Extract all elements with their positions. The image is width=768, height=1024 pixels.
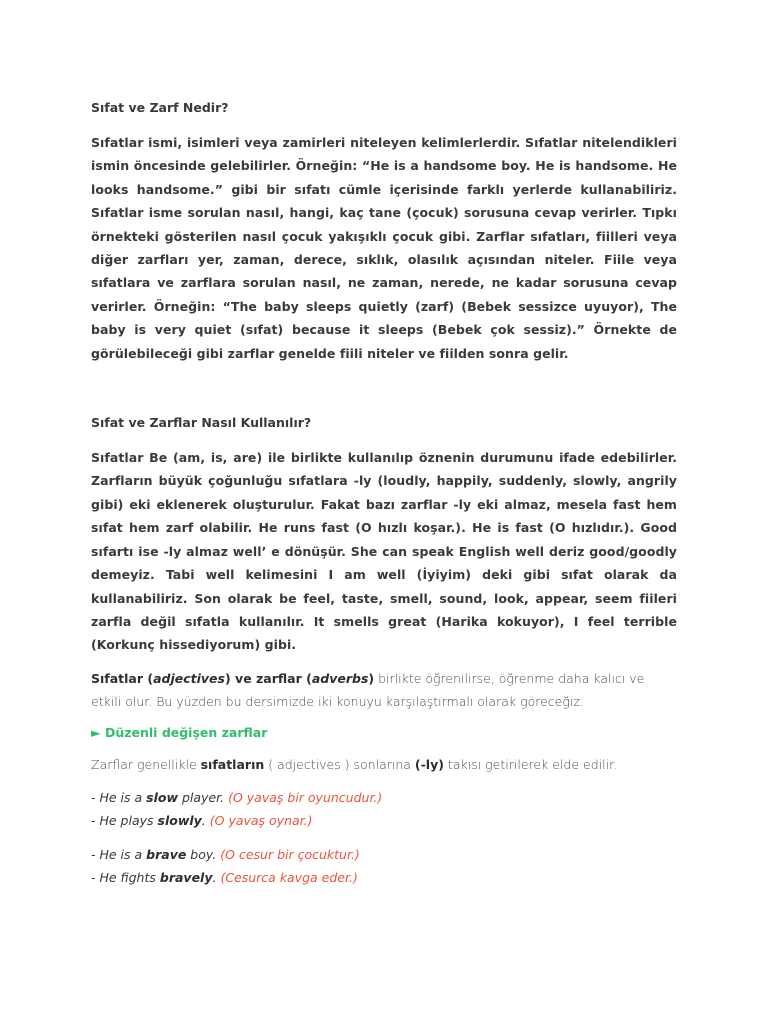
intro-term-adjectives-en: adjectives xyxy=(153,670,225,686)
example-post: boy. xyxy=(186,846,221,862)
example-pre: - He is a xyxy=(91,789,147,805)
document-page xyxy=(91,98,677,890)
intro-connector: ) ve xyxy=(224,670,257,686)
intro-close-paren: ) xyxy=(368,670,375,686)
intro-text: birlikte öğrenilirse, öğrenme daha kalıcı ve etkili olur. Bu yüzden bu dersimizde iki konuyu karşılaştırmalı olarak göreceğiz. xyxy=(91,670,645,709)
example-line xyxy=(91,866,677,890)
example-post: . xyxy=(212,870,221,886)
rule-text-a: Zarflar genellikle xyxy=(91,756,201,772)
subheading-regular-adverbs: ► Düzenli değişen zarflar xyxy=(91,724,268,740)
example-pre: - He is a xyxy=(91,846,147,862)
rule-bold-ly: (-ly) xyxy=(414,756,444,772)
example-post: . xyxy=(201,813,210,829)
section-paragraph-usage: Sıfatlar Be (am, is, are) ile birlikte kullanılıp öznenin durumunu ifade edebilirler. Zarfların büyük çoğunluğu sıfatlara -ly (loudly, happily, suddenly, slowly, angrily gibi) eki eklenerek oluşturulur. Fakat bazı zarflar -ly eki almaz, mesela fast hem sıfat hem zarf olabilir. He runs fast (O hızlı koşar.). He is fast (O hızlıdır.). Good sıfartı ise -ly almaz well’ e dönüşür. She can speak English well deriz good/goodly demeyiz. Tabi well kelimesini I am well (İyiyim) deki gibi sıfat olarak da kullanabiliriz. Son olarak be feel, taste, smell, sound, look, appear, seem fiileri zarfla değil sıfatla kullanılır. It smells great (Harika kokuyor), I feel terrible (Korkunç hissediyorum) gibi. xyxy=(91,450,677,653)
example-pre: - He plays xyxy=(91,813,158,829)
intro-paragraph xyxy=(91,667,677,713)
example-line xyxy=(91,843,677,867)
example-line xyxy=(91,786,677,810)
example-line xyxy=(91,809,677,833)
section-title-sifat-ve-zarf-nedir: Sıfat ve Zarf Nedir? xyxy=(91,100,229,115)
example-keyword: slowly xyxy=(157,813,202,829)
rule-text-c: ( adjectives ) sonlarına xyxy=(264,756,415,772)
example-keyword: brave xyxy=(146,846,187,862)
example-post: player. xyxy=(178,789,229,805)
example-translation: (O yavaş bir oyuncudur.) xyxy=(228,789,383,805)
rule-paragraph xyxy=(91,753,677,776)
example-keyword: bravely xyxy=(159,870,213,886)
example-keyword: slow xyxy=(146,789,179,805)
rule-text-e: takısı getirilerek elde edilir. xyxy=(443,756,618,772)
section-title-nasil-kullanilir: Sıfat ve Zarflar Nasıl Kullanılır? xyxy=(91,415,312,431)
section-paragraph-definition: Sıfatlar ismi, isimleri veya zamirleri niteleyen kelimlerlerdir. Sıfatlar nitelendikleri ismin öncesinde gelebilirler. Örneğin: “He is a handsome boy. He is handsome. He looks handsome.” gibi bir sıfatı cümle içerisinde farklı yerlerde kullanabiliriz. Sıfatlar isme sorulan nasıl, hangi, kaç tane (çocuk) sorusuna cevap verirler. Tıpkı örnekteki gösterilen nasıl çocuk yakışıklı çocuk gibi. Zarflar sıfatları, fiilleri veya diğer zarfları yer, zaman, derece, sıklık, olasılık açısından niteler. Fiile veya sıfatlara ve zarflara sorulan nasıl, ne zaman, nerede, ne kadar sorusuna cevap verirler. Örneğin: “The baby sleeps quietly (zarf) (Bebek sessizce uyuyor), The baby is very quiet (sıfat) because it sleeps (Bebek çok sessiz).” Örnekte de görülebileceği gibi zarflar genelde fiili niteler ve fiilden sonra gelir. xyxy=(91,135,677,361)
example-translation: (O yavaş oynar.) xyxy=(209,813,313,829)
intro-term-adjectives: Sıfatlar ( xyxy=(91,670,154,686)
rule-bold-sifatlarin: sıfatların xyxy=(200,756,265,772)
intro-term-adverbs: zarflar ( xyxy=(256,670,312,686)
intro-term-adverbs-en: adverbs xyxy=(311,670,369,686)
example-pre: - He fights xyxy=(91,870,160,886)
example-translation: (O cesur bir çocuktur.) xyxy=(220,846,360,862)
example-translation: (Cesurca kavga eder.) xyxy=(220,870,358,886)
